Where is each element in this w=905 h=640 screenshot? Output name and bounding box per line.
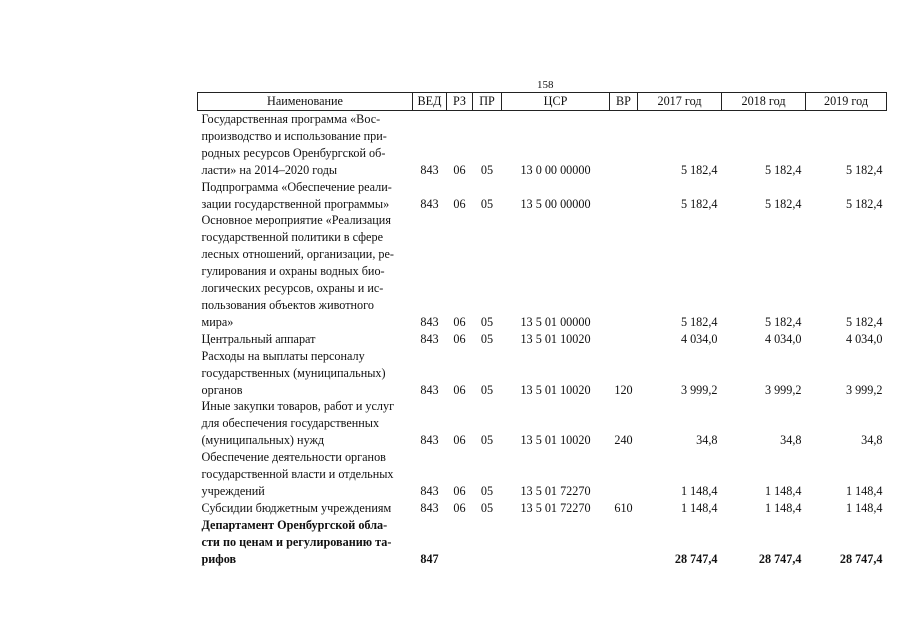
row-vr: 120 <box>614 382 633 397</box>
header-2018: 2018 год <box>722 93 806 111</box>
row-pr: 05 <box>480 331 494 346</box>
row-csr <box>502 517 610 568</box>
row-2019: 28 747,4 <box>839 551 883 566</box>
row-ved: 843 <box>420 500 439 515</box>
row-ved: 843 <box>420 382 439 397</box>
row-name: Обеспечение деятельности органов государственной власти и отдельных учреждений <box>201 450 394 498</box>
row-ved: 843 <box>420 196 439 211</box>
row-2019: 5 182,4 <box>845 162 883 177</box>
row-rz: 06 <box>453 382 466 397</box>
table-row <box>198 111 887 179</box>
table-row <box>198 331 887 348</box>
row-2019: 5 182,4 <box>845 196 883 211</box>
row-name: Центральный аппарат <box>201 331 316 346</box>
row-2018: 5 182,4 <box>764 162 802 177</box>
row-rz <box>447 517 473 568</box>
row-2018: 1 148,4 <box>764 500 802 515</box>
row-csr: 13 0 00 00000 <box>520 162 591 177</box>
table-row <box>198 449 887 500</box>
table-row <box>198 179 887 213</box>
row-pr: 05 <box>480 162 494 177</box>
header-vr: ВР <box>610 93 638 111</box>
row-2018: 4 034,0 <box>764 331 802 346</box>
row-2018: 5 182,4 <box>764 314 802 329</box>
row-vr: 240 <box>614 433 633 448</box>
header-rz: РЗ <box>447 93 473 111</box>
row-csr: 13 5 00 00000 <box>520 196 591 211</box>
row-rz: 06 <box>453 331 466 346</box>
row-vr <box>610 331 638 348</box>
row-rz: 06 <box>453 483 466 498</box>
row-name: Подпрограмма «Обеспечение реали- зации государственной программы» <box>201 179 392 211</box>
row-csr: 13 5 01 72270 <box>520 483 591 498</box>
row-rz: 06 <box>453 433 466 448</box>
row-csr: 13 5 01 00000 <box>520 314 591 329</box>
header-csr: ЦСР <box>502 93 610 111</box>
header-2019: 2019 год <box>806 93 887 111</box>
table-row <box>198 212 887 330</box>
row-name: Основное мероприятие «Реализация государственной политики в сфере лесных отношений, организации, ре- гулирования и охраны водных био- логических ресурсов, охраны и ис- пользования объектов животного мира» <box>201 213 394 329</box>
row-ved: 843 <box>420 433 439 448</box>
row-csr: 13 5 01 10020 <box>520 331 591 346</box>
row-2018: 1 148,4 <box>764 483 802 498</box>
row-csr: 13 5 01 72270 <box>520 500 591 515</box>
row-2017: 34,8 <box>696 433 718 448</box>
row-2019: 34,8 <box>861 433 883 448</box>
row-ved: 843 <box>420 331 439 346</box>
row-2017: 5 182,4 <box>680 314 718 329</box>
row-2017: 5 182,4 <box>680 196 718 211</box>
row-2017: 28 747,4 <box>674 551 718 566</box>
row-vr <box>610 212 638 330</box>
row-pr: 05 <box>480 483 494 498</box>
row-name: Субсидии бюджетным учреждениям <box>201 500 392 515</box>
row-pr: 05 <box>480 382 494 397</box>
row-csr: 13 5 01 10020 <box>520 382 591 397</box>
row-rz: 06 <box>453 314 466 329</box>
row-2018: 34,8 <box>780 433 802 448</box>
row-pr: 05 <box>480 314 494 329</box>
table-row-department-total <box>198 517 887 568</box>
row-ved: 843 <box>420 314 439 329</box>
row-csr: 13 5 01 10020 <box>520 433 591 448</box>
row-2019: 4 034,0 <box>845 331 883 346</box>
row-ved: 847 <box>420 551 439 566</box>
row-rz: 06 <box>453 196 466 211</box>
row-2018: 28 747,4 <box>758 551 802 566</box>
budget-table <box>197 92 887 567</box>
header-pr: ПР <box>473 93 502 111</box>
row-2017: 1 148,4 <box>680 483 718 498</box>
row-pr <box>473 517 502 568</box>
row-2019: 1 148,4 <box>845 500 883 515</box>
row-pr: 05 <box>480 500 494 515</box>
row-rz: 06 <box>453 500 466 515</box>
row-name: Расходы на выплаты персоналу государственных (муниципальных) органов <box>201 348 386 397</box>
row-vr <box>610 449 638 500</box>
table-row <box>198 500 887 517</box>
row-ved: 843 <box>420 162 439 177</box>
header-2017: 2017 год <box>638 93 722 111</box>
row-pr: 05 <box>480 433 494 448</box>
row-2019: 5 182,4 <box>845 314 883 329</box>
row-ved: 843 <box>420 483 439 498</box>
row-name: Иные закупки товаров, работ и услуг для обеспечения государственных (муниципальных) нужд <box>201 399 395 448</box>
table-row <box>198 398 887 449</box>
table-row <box>198 348 887 399</box>
row-2018: 5 182,4 <box>764 196 802 211</box>
row-2019: 3 999,2 <box>845 382 883 397</box>
row-rz: 06 <box>453 162 466 177</box>
row-2017: 1 148,4 <box>680 500 718 515</box>
row-vr <box>610 111 638 179</box>
row-2019: 1 148,4 <box>845 483 883 498</box>
row-vr <box>610 517 638 568</box>
row-pr: 05 <box>480 196 494 211</box>
row-2017: 4 034,0 <box>680 331 718 346</box>
row-name: Департамент Оренбургской обла- сти по ценам и регулированию та- рифов <box>201 517 392 566</box>
header-name: Наименование <box>198 93 413 111</box>
row-vr <box>610 179 638 213</box>
table-header-row <box>198 93 887 111</box>
row-2017: 5 182,4 <box>680 162 718 177</box>
row-2017: 3 999,2 <box>680 382 718 397</box>
header-ved: ВЕД <box>413 93 447 111</box>
page-number: 158 <box>537 79 554 91</box>
row-vr: 610 <box>614 500 633 515</box>
row-2018: 3 999,2 <box>764 382 802 397</box>
row-name: Государственная программа «Вос- производство и использование при- родных ресурсов Оренбургской об- ласти» на 2014–2020 годы <box>201 112 387 177</box>
